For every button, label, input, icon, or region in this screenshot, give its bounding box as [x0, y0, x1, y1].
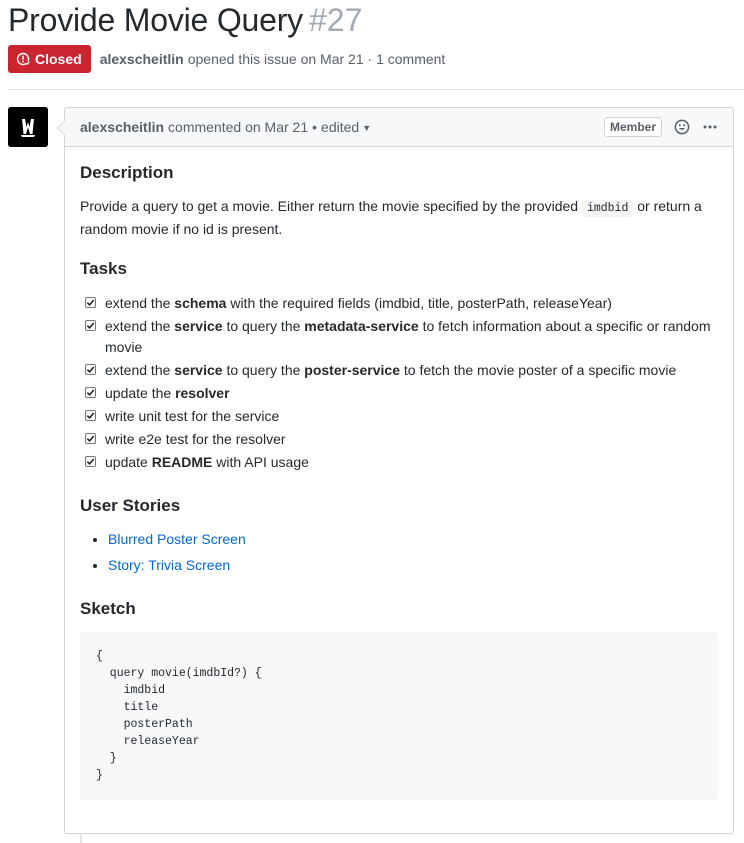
timeline-line	[80, 834, 82, 843]
task-checkbox[interactable]	[85, 387, 96, 398]
issue-title: Provide Movie Query	[8, 2, 303, 38]
story-link-blurred-poster[interactable]: Blurred Poster Screen	[108, 530, 246, 547]
task-label: extend the service to query the poster-service to fetch the movie poster of a specific movie	[105, 361, 677, 378]
sketch-code-block: { query movie(imdbId?) { imdbid title posterPath releaseYear } }	[80, 632, 718, 800]
list-item	[108, 529, 718, 550]
task-label: update the resolver	[105, 384, 230, 401]
comment-body	[65, 147, 733, 800]
task-checkbox[interactable]	[85, 364, 96, 375]
state-label: Closed	[35, 51, 82, 67]
issue-number: #27	[308, 2, 363, 38]
task-checkbox[interactable]	[85, 433, 96, 444]
comment-separator: •	[312, 119, 318, 135]
task-checkbox[interactable]	[85, 410, 96, 421]
task-label: extend the service to query the metadata-service to fetch information about a specific or random movie	[105, 317, 711, 355]
header-divider	[8, 89, 744, 90]
issue-author-link[interactable]: alexscheitlin	[99, 51, 184, 67]
user-stories-list	[80, 529, 718, 576]
comment-author-link[interactable]: alexscheitlin	[80, 119, 165, 135]
task-item	[80, 383, 718, 404]
list-item	[108, 555, 718, 576]
task-item	[80, 452, 718, 473]
task-item	[80, 316, 718, 358]
edited-label: edited	[321, 119, 360, 135]
description-text	[80, 196, 718, 240]
task-checkbox[interactable]	[85, 297, 96, 308]
avatar[interactable]	[8, 107, 48, 147]
issue-title-row	[8, 2, 362, 39]
task-label: extend the schema with the required fields (imdbid, title, posterPath, releaseYear)	[105, 294, 612, 311]
comment-header	[65, 108, 733, 147]
task-checkbox[interactable]	[85, 456, 96, 467]
member-badge: Member	[604, 117, 662, 137]
task-label: update README with API usage	[105, 453, 309, 470]
sketch-heading: Sketch	[80, 598, 136, 618]
tasks-heading: Tasks	[80, 259, 127, 279]
task-item	[80, 429, 718, 450]
state-badge	[8, 45, 91, 73]
task-label: write unit test for the service	[105, 407, 280, 424]
smiley-icon[interactable]	[674, 119, 690, 135]
kebab-horizontal-icon[interactable]	[702, 119, 718, 135]
task-label: write e2e test for the resolver	[105, 430, 286, 447]
story-link-trivia[interactable]: Story: Trivia Screen	[108, 556, 231, 573]
task-item	[80, 360, 718, 381]
issue-meta-text: opened this issue on Mar 21 · 1 comment	[187, 51, 446, 67]
caret-down-icon: ▼	[362, 123, 372, 133]
description-text-start: Provide a query to get a movie. Either return the movie specified by the provided	[80, 198, 582, 215]
issue-closed-icon	[16, 52, 30, 66]
issue-meta	[8, 45, 445, 73]
task-checkbox[interactable]	[85, 320, 96, 331]
comment-box	[64, 107, 734, 834]
user-stories-heading: User Stories	[80, 495, 181, 515]
comment-header-actions	[604, 117, 718, 137]
description-heading: Description	[80, 163, 174, 182]
comment-timestamp[interactable]: commented on Mar 21	[168, 119, 309, 135]
edited-dropdown[interactable]	[321, 119, 371, 135]
description-text-end: or return a random movie if no id is present.	[80, 198, 702, 238]
imdbid-code: imdbid	[582, 200, 633, 217]
task-item	[80, 293, 718, 314]
task-list	[80, 293, 718, 473]
task-item	[80, 406, 718, 427]
